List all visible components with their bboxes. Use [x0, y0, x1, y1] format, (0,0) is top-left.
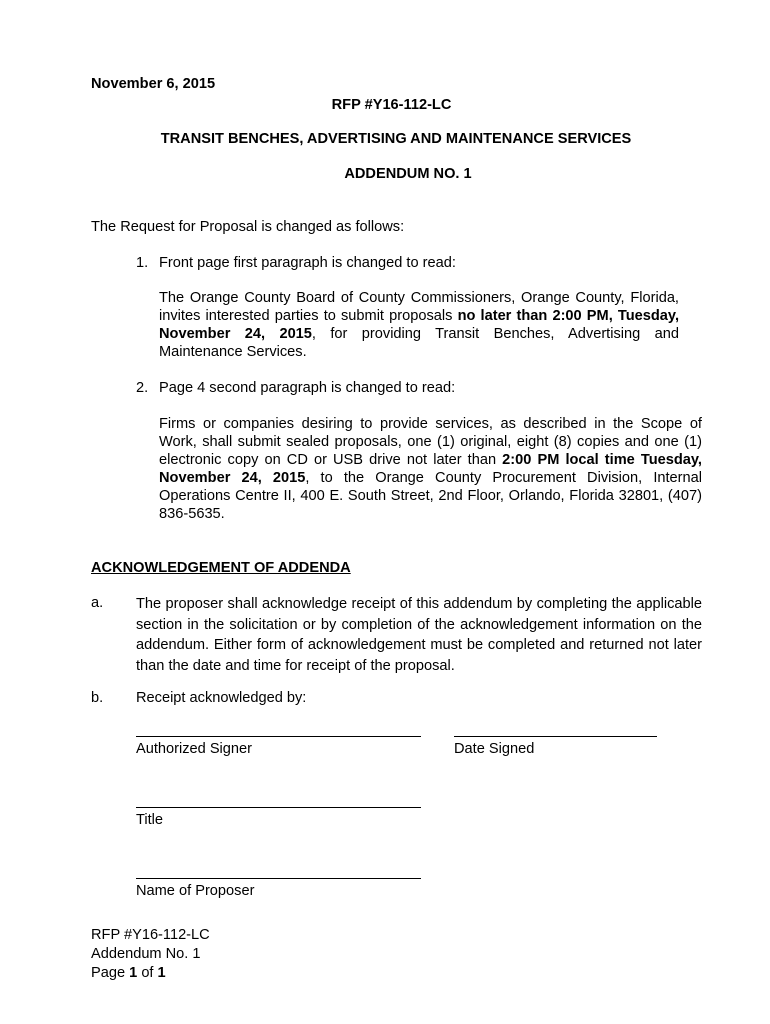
item-b-label: b. — [91, 690, 104, 706]
footer-page-number: 1 — [129, 965, 138, 981]
footer-page-total: 1 — [157, 965, 166, 981]
change-1-text-b: , for providing Transit Benches, Advertising and Maintenance Services. — [159, 326, 679, 360]
footer-of-word: of — [137, 965, 158, 981]
change-2-number: 2. — [136, 380, 149, 396]
change-1-deadline: no later than 2:00 PM, Tuesday, November 24, 2015 — [159, 308, 679, 342]
proposer-name-label: Name of Proposer — [136, 883, 255, 899]
footer-rfp-number: RFP #Y16-112-LC — [91, 927, 210, 943]
change-1-heading: Front page first paragraph is changed to read: — [159, 255, 456, 271]
authorized-signer-line[interactable] — [136, 736, 421, 737]
item-a-label: a. — [91, 595, 104, 611]
footer-page-word: Page — [91, 965, 130, 981]
title-label: Title — [136, 812, 164, 828]
change-2-deadline: 2:00 PM local time Tuesday, November 24, 2015 — [159, 452, 702, 486]
date-signed-label: Date Signed — [454, 741, 535, 757]
addendum-number: ADDENDUM NO. 1 — [344, 166, 472, 182]
change-2-paragraph — [159, 415, 702, 523]
date-signed-line[interactable] — [454, 736, 657, 737]
acknowledgement-heading: ACKNOWLEDGEMENT OF ADDENDA — [91, 560, 351, 576]
proposer-name-line[interactable] — [136, 878, 421, 879]
change-1-text-a: The Orange County Board of County Commissioners, Orange County, Florida, invites interested parties to submit proposals — [159, 290, 679, 324]
change-2-heading: Page 4 second paragraph is changed to read: — [159, 380, 456, 396]
item-b-text: Receipt acknowledged by: — [136, 690, 307, 706]
rfp-number: RFP #Y16-112-LC — [331, 97, 452, 113]
footer-page-count — [91, 964, 210, 983]
change-2-text-b: , to the Orange County Procurement Division, Internal Operations Centre II, 400 E. South Street, 2nd Floor, Orlando, Florida 32801, (407) 836-5635. — [159, 470, 702, 522]
change-1-paragraph — [159, 289, 679, 361]
intro-text: The Request for Proposal is changed as follows: — [91, 219, 405, 235]
change-2-text-a: Firms or companies desiring to provide services, as described in the Scope of Work, shall submit sealed proposals, one (1) original, eight (8) copies and one (1) electronic copy on CD or USB drive not later than — [159, 416, 702, 468]
change-1-number: 1. — [136, 255, 149, 271]
item-a-text: The proposer shall acknowledge receipt of this addendum by completing the applicable section in the solicitation or by completion of the acknowledgement information on the addendum. Either form of acknowledgement must be completed and returned not later than the date and time for receipt of the proposal. — [136, 596, 702, 674]
document-title: TRANSIT BENCHES, ADVERTISING AND MAINTENANCE SERVICES — [160, 131, 632, 147]
document-date: November 6, 2015 — [91, 76, 216, 92]
page-footer — [91, 926, 210, 983]
footer-addendum: Addendum No. 1 — [91, 946, 201, 962]
title-line[interactable] — [136, 807, 421, 808]
authorized-signer-label: Authorized Signer — [136, 741, 253, 757]
